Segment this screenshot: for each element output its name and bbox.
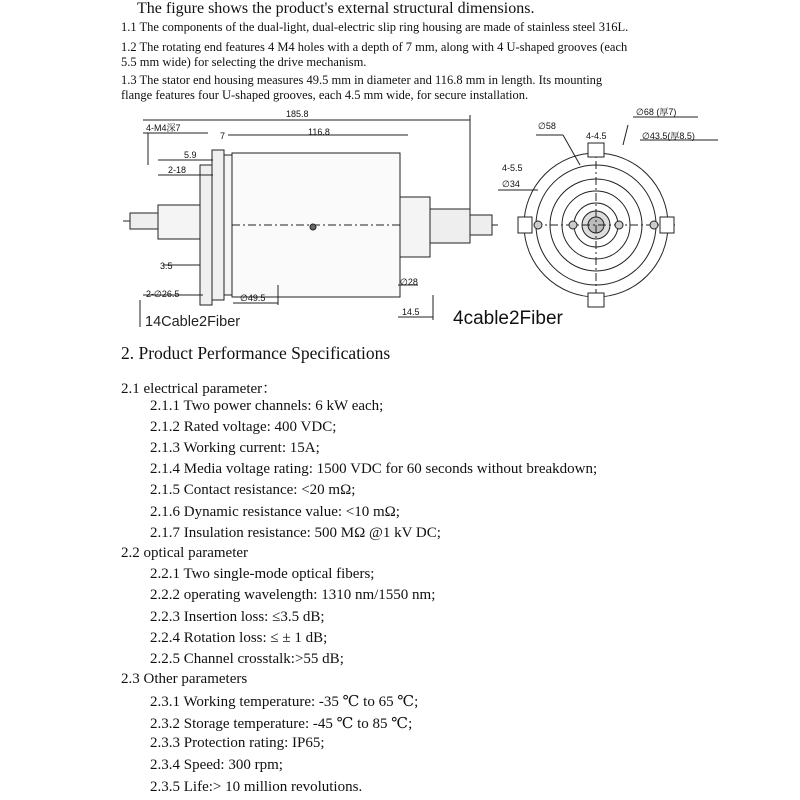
dim-holes: 4-M4深7 bbox=[146, 123, 181, 133]
spec-item: 2.1.7 Insulation resistance: 500 MΩ @1 kV DC; bbox=[150, 525, 441, 541]
section-title: 2. Product Performance Specifications bbox=[121, 343, 391, 363]
spec-item: 2.3.2 Storage temperature: -45 ℃ to 85 ℃; bbox=[150, 716, 413, 732]
spec-item: 2.1.2 Rated voltage: 400 VDC; bbox=[150, 419, 337, 435]
dim-28: ∅28 bbox=[400, 277, 418, 287]
dim-5-9: 5.9 bbox=[184, 150, 197, 160]
spec-item: 2.1.4 Media voltage rating: 1500 VDC for 60 seconds without breakdown; bbox=[150, 461, 598, 477]
dim-4-5-5: 4-5.5 bbox=[502, 163, 523, 173]
intro-line-2: 1.2 The rotating end features 4 M4 holes with a depth of 7 mm, along with 4 U-shaped grooves (each bbox=[121, 40, 628, 54]
label-4cable2fiber: 4cable2Fiber bbox=[453, 308, 563, 329]
spec-item: 2.1.6 Dynamic resistance value: <10 mΩ; bbox=[150, 504, 400, 520]
dim-depth: 7 bbox=[220, 131, 226, 141]
dim-58: ∅58 bbox=[538, 121, 556, 131]
spec-item: 2.1.1 Two power channels: 6 kW each; bbox=[150, 398, 384, 414]
spec-item: 2.3.5 Life:> 10 million revolutions. bbox=[150, 779, 363, 795]
intro-title: The figure shows the product's external structural dimensions. bbox=[137, 0, 535, 17]
dim-3-5: 3.5 bbox=[160, 261, 173, 271]
spec-item: 2.3.3 Protection rating: IP65; bbox=[150, 735, 325, 751]
spec-item: 2.2.3 Insertion loss: ≤3.5 dB; bbox=[150, 609, 325, 625]
dimension-drawing bbox=[118, 105, 740, 335]
dim-overall-length: 185.8 bbox=[286, 109, 309, 119]
spec-item: 2.2.4 Rotation loss: ≤ ± 1 dB; bbox=[150, 630, 328, 646]
label-14cable2fiber: 14Cable2Fiber bbox=[145, 314, 241, 330]
dim-slots-18: 2-18 bbox=[168, 165, 187, 175]
dim-34: ∅34 bbox=[502, 179, 520, 189]
spec-item: 2.2.1 Two single-mode optical fibers; bbox=[150, 566, 375, 582]
dim-2-26-5: 2-∅26.5 bbox=[146, 289, 180, 299]
intro-line-5: flange features four U-shaped grooves, each 4.5 mm wide, for secure installation. bbox=[121, 88, 529, 102]
intro-line-3: 5.5 mm wide) for selecting the drive mechanism. bbox=[121, 55, 367, 69]
spec-item: 2.3.1 Working temperature: -35 ℃ to 65 ℃; bbox=[150, 694, 419, 710]
dim-43-5: ∅43.5(厚8.5) bbox=[642, 131, 695, 141]
spec-heading-optical: 2.2 optical parameter bbox=[121, 545, 249, 561]
spec-item: 2.3.4 Speed: 300 rpm; bbox=[150, 757, 283, 773]
dim-68: ∅68 (厚7) bbox=[636, 107, 677, 117]
dim-body-length: 116.8 bbox=[308, 127, 330, 137]
intro-line-1: 1.1 The components of the dual-light, dual-electric slip ring housing are made of stainless steel 316L. bbox=[121, 20, 629, 34]
spec-item: 2.2.2 operating wavelength: 1310 nm/1550 nm; bbox=[150, 587, 436, 603]
spec-item: 2.1.5 Contact resistance: <20 mΩ; bbox=[150, 482, 356, 498]
dim-14-5: 14.5 bbox=[402, 307, 420, 317]
spec-item: 2.2.5 Channel crosstalk:>55 dB; bbox=[150, 651, 344, 667]
spec-heading-electrical: 2.1 electrical parameter： bbox=[121, 381, 278, 397]
dim-4-4-5: 4-4.5 bbox=[586, 131, 607, 141]
dim-49-5: ∅49.5 bbox=[240, 293, 266, 303]
spec-heading-other: 2.3 Other parameters bbox=[121, 671, 248, 687]
intro-line-4: 1.3 The stator end housing measures 49.5 mm in diameter and 116.8 mm in length. Its mounting bbox=[121, 73, 603, 87]
spec-item: 2.1.3 Working current: 15A; bbox=[150, 440, 320, 456]
